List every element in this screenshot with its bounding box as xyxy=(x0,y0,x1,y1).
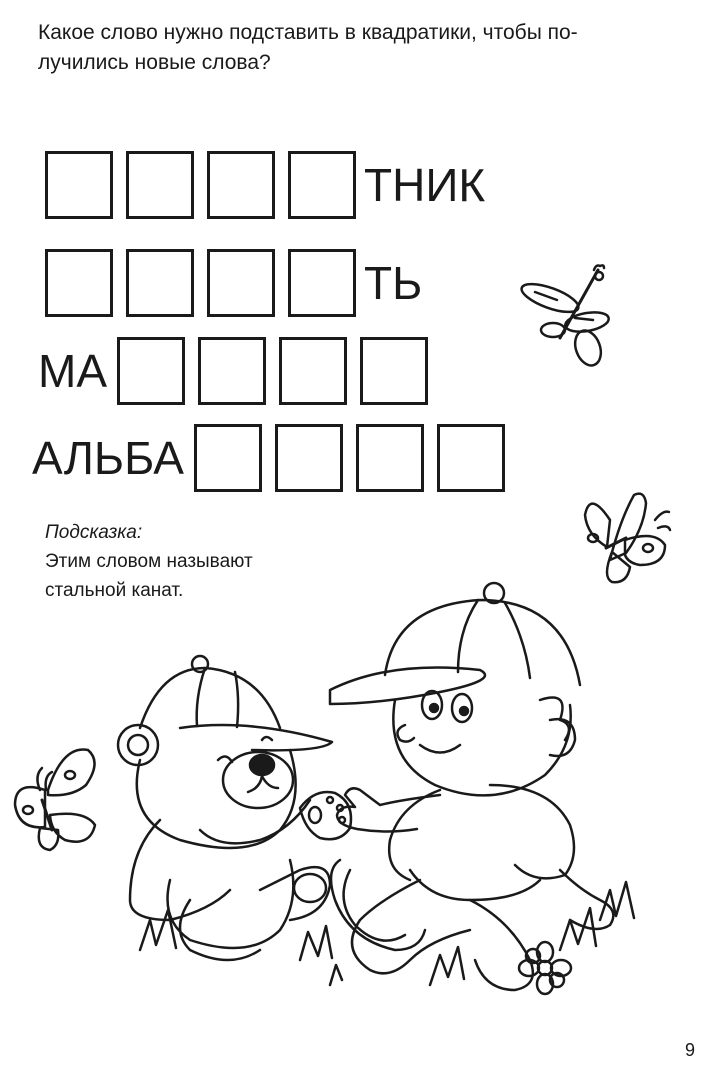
page-number: 9 xyxy=(684,1040,695,1060)
butterfly-icon xyxy=(15,750,95,851)
word-suffix: ТНИК xyxy=(364,159,486,211)
hint-title: Подсказка: xyxy=(45,522,143,543)
boy-in-cap-icon xyxy=(330,583,613,990)
butterfly-icon xyxy=(585,494,670,583)
bear-cub-in-cap-icon xyxy=(118,656,351,960)
word-prefix: АЛЬБА xyxy=(32,432,184,484)
word-prefix: МА xyxy=(38,345,107,397)
dragonfly-icon xyxy=(518,265,610,369)
hint-line-2: стальной канат. xyxy=(45,580,184,601)
word-suffix: ТЬ xyxy=(364,257,423,309)
hint-line-1: Этим словом называют xyxy=(45,551,253,572)
question-line-2: лучились новые слова? xyxy=(38,51,271,74)
question-line-1: Какое слово нужно подставить в квадратики, чтобы по- xyxy=(38,21,578,44)
